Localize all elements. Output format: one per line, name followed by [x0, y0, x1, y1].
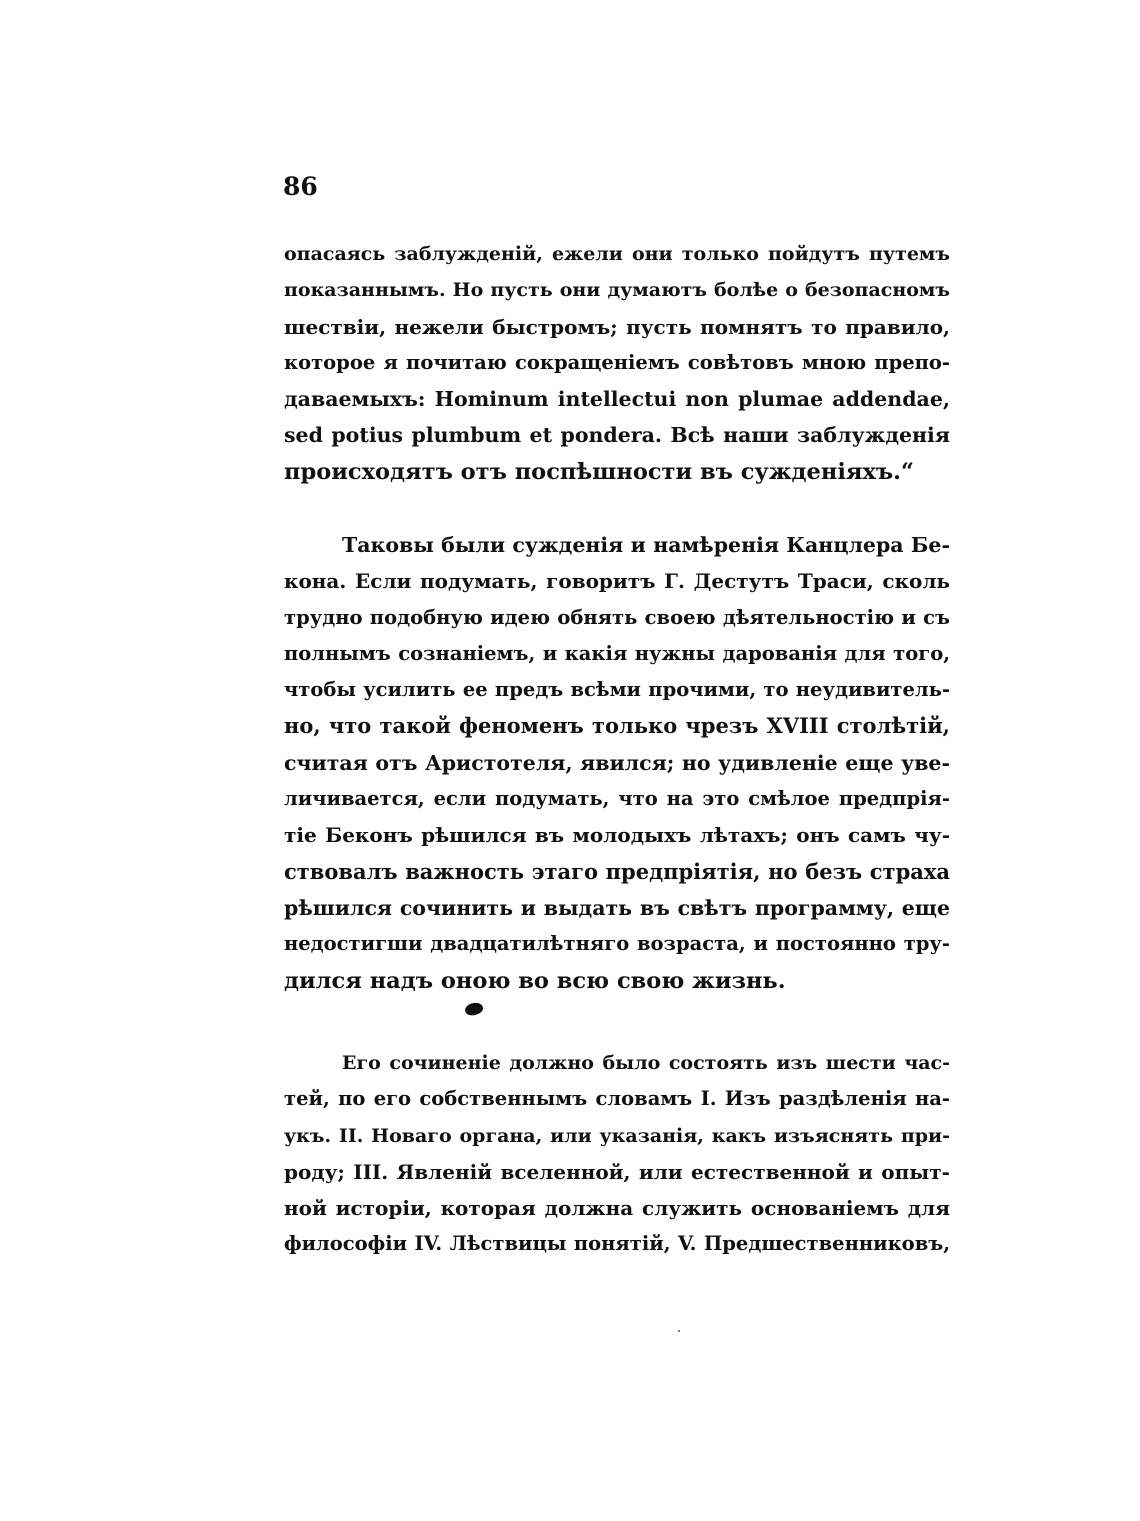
- text-line: которое я почитаю сокращеніемъ совѣтовъ мною препо-: [284, 350, 950, 374]
- paragraph-1: [284, 236, 950, 490]
- text-line: происходятъ отъ поспѣшности въ сужденіяхъ.“: [284, 458, 914, 485]
- text-line: опасаясь заблужденій, ежели они только пойдутъ путемъ: [284, 243, 950, 265]
- text-line: тіе Беконъ рѣшился въ молодыхъ лѣтахъ; онъ самъ чу-: [284, 823, 950, 848]
- text-line: Таковы были сужденія и намѣренія Канцлера Бе-: [342, 533, 950, 557]
- text-line: Его сочиненіе должно было состоять изъ шести час-: [342, 1052, 950, 1074]
- text-line: показаннымъ. Но пусть они думаютъ болѣе о безопасномъ: [284, 279, 950, 302]
- paragraph-3: [284, 1045, 950, 1263]
- page-number: 86: [283, 172, 318, 201]
- text-line: кона. Если подумать, говоритъ Г. Дестутъ Траси, сколь: [284, 569, 950, 594]
- paper-speck: [678, 1330, 680, 1332]
- text-line: чтобы усилить ее предъ всѣми прочими, то неудивитель-: [284, 678, 950, 702]
- text-line: даваемыхъ: Hominum intellectui non plumae addendae,: [284, 387, 950, 412]
- text-line: личивается, если подумать, что на это смѣлое предпрія-: [284, 787, 950, 811]
- text-line: роду; III. Явленій вселенной, или естественной и опыт-: [284, 1159, 950, 1184]
- text-line: трудно подобную идею обнять своею дѣятельностію и съ: [284, 605, 950, 629]
- text-line: дился надъ оною во всю свою жизнь.: [284, 967, 786, 994]
- text-line: философіи IV. Лѣствицы понятій, V. Предшественниковъ,: [284, 1232, 950, 1256]
- text-line: ной исторіи, которая должна служить основаніемъ для: [284, 1196, 950, 1221]
- text-line: ствовалъ важность этаго предпріятія, но безъ страха: [284, 858, 950, 884]
- text-line: полнымъ сознаніемъ, и какія нужны дарованія для того,: [284, 641, 950, 665]
- text-line: но, что такой феноменъ только чрезъ XVIII столѣтій,: [284, 713, 950, 739]
- text-line: считая отъ Аристотеля, явился; но удивленіе еще уве-: [284, 750, 950, 775]
- text-line: недостигши двадцатилѣтняго возраста, и постоянно тру-: [284, 932, 950, 956]
- text-line: шествіи, нежели быстромъ; пусть помнятъ то правило,: [284, 314, 950, 339]
- text-line: рѣшился сочинить и выдать въ свѣтъ программу, еще: [284, 895, 950, 920]
- text-line: укъ. II. Новаго органа, или указанія, какъ изъяснять при-: [284, 1124, 950, 1147]
- text-line: sed potius plumbum et pondera. Всѣ наши заблужденія: [284, 423, 950, 448]
- paragraph-2: [284, 527, 950, 999]
- ink-blot: [464, 1001, 485, 1018]
- text-line: тей, по его собственнымъ словамъ I. Изъ раздѣленія на-: [284, 1087, 950, 1111]
